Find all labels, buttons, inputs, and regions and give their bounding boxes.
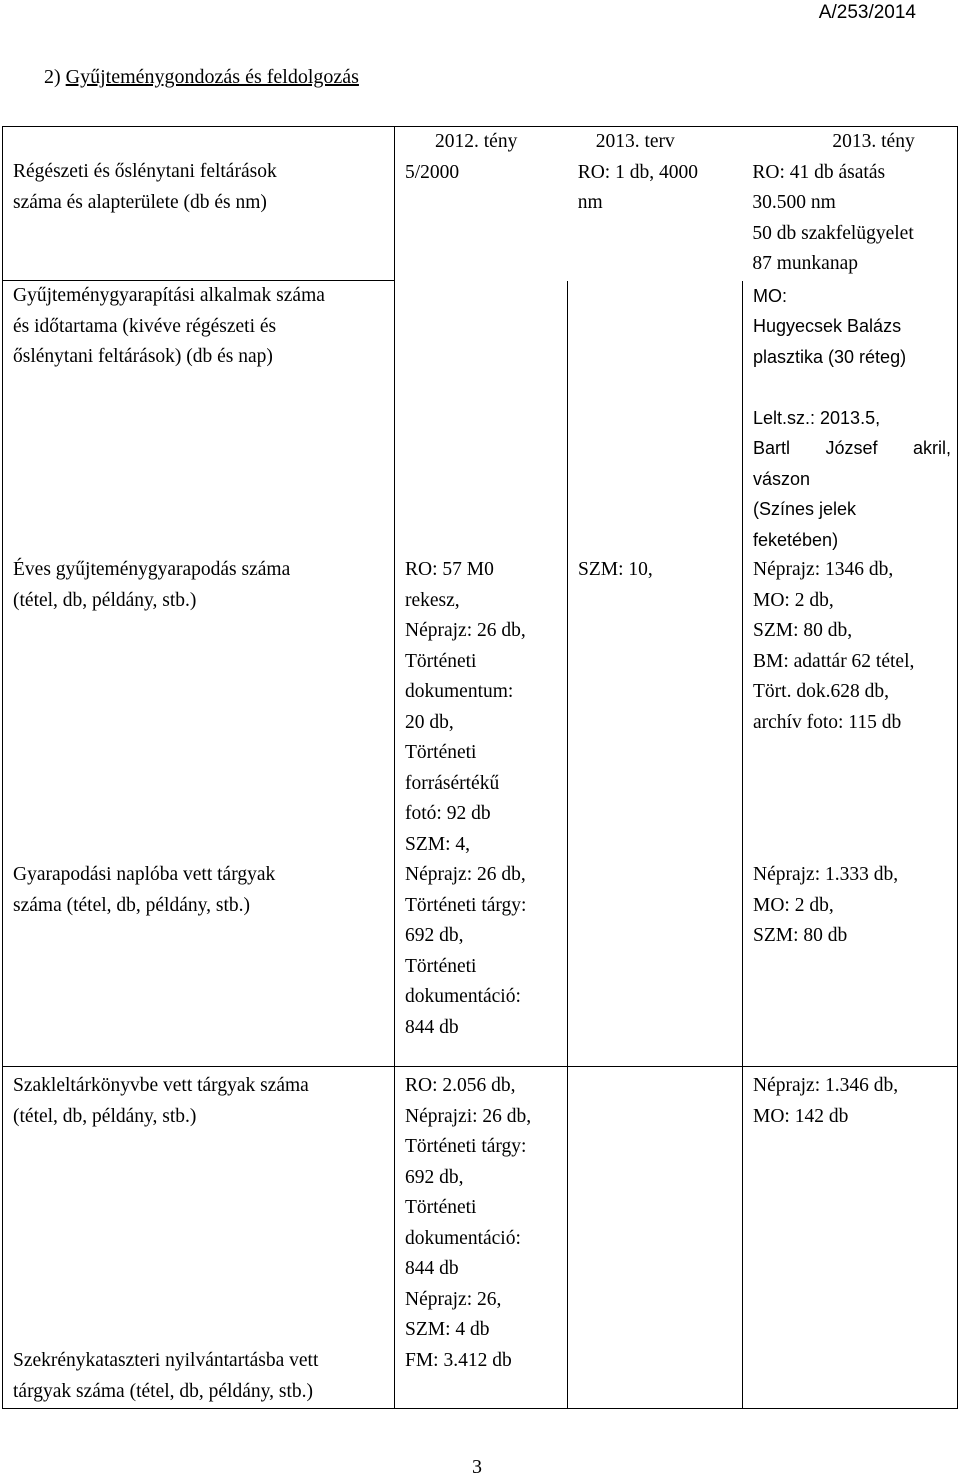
col-2012: 2012. tény 5/2000 <box>395 127 568 280</box>
table-row-cabinet-cadastre <box>3 1346 958 1409</box>
row-label: Gyűjteménygyarapítási alkalmak száma és időtartama (kivéve régészeti és őslénytani feltárások) (db és nap) <box>3 281 395 556</box>
cell-empty <box>568 1346 743 1409</box>
cell-2012: RO: 2.056 db, Néprajzi: 26 db, Történeti tárgy: 692 db, Történeti dokumentáció: 844 db Néprajz: 26, SZM: 4 db <box>395 1067 568 1347</box>
cell-2012: FM: 3.412 db <box>395 1346 568 1409</box>
table-row-annual-growth <box>3 555 958 860</box>
table-row-excavations <box>3 127 958 281</box>
cell-2012: RO: 57 M0 rekesz, Néprajz: 26 db, Történeti dokumentum: 20 db, Történeti forrásértékű fotó: 92 db SZM: 4, <box>395 555 568 860</box>
word: akril, <box>912 438 951 458</box>
row-label: Szekrénykataszteri nyilvántartásba vett tárgyak száma (tétel, db, példány, stb.) <box>3 1346 395 1409</box>
word: Bartl <box>753 438 791 458</box>
word: József <box>825 438 878 458</box>
cell-empty <box>743 1346 958 1409</box>
section-number: 2) <box>44 66 61 88</box>
cell-2013-fact: MO: Hugyecsek Balázs plasztika (30 réteg) Lelt.sz.: 2013.5, Bartl József akril, vászon (Színes jelek feketében) <box>743 281 958 556</box>
section-title: Gyűjteménygondozás és feldolgozás <box>65 66 359 88</box>
spacer <box>753 372 951 403</box>
cell-2013-fact: Néprajz: 1.333 db, MO: 2 db, SZM: 80 db <box>743 860 958 1067</box>
table-row-acquisition-occasions <box>3 281 958 556</box>
year-header-2013-fact: 2013. tény <box>832 131 915 152</box>
year-header-2013-plan: 2013. terv <box>595 131 675 152</box>
row-label: Szakleltárkönyvbe vett tárgyak száma (tétel, db, példány, stb.) <box>3 1067 395 1347</box>
col-2013-plan: 2013. terv RO: 1 db, 4000 nm <box>568 127 743 280</box>
cell-empty <box>568 1067 743 1347</box>
cell-2013-fact: Néprajz: 1346 db, MO: 2 db, SZM: 80 db, BM: adattár 62 tétel, Tört. dok.628 db, archív foto: 115 db <box>743 555 958 860</box>
cell-2013-plan: SZM: 10, <box>568 555 743 860</box>
row-label: Gyarapodási naplóba vett tárgyak száma (tétel, db, példány, stb.) <box>3 860 395 1067</box>
line-justified <box>753 433 951 464</box>
table-row-acquisition-log <box>3 860 958 1067</box>
cell-2013-fact: Néprajz: 1.346 db, MO: 142 db <box>743 1067 958 1347</box>
page-number: 3 <box>472 1456 482 1478</box>
row-label: Éves gyűjteménygyarapodás száma (tétel, db, példány, stb.) <box>3 555 395 860</box>
col-2013-fact: 2013. tény RO: 41 db ásatás 30.500 nm 50 db szakfelügyelet 87 munkanap <box>742 127 957 280</box>
cell-empty <box>395 281 568 556</box>
section-heading <box>44 66 359 89</box>
cell-empty <box>568 281 743 556</box>
year-columns-block <box>395 127 958 281</box>
collection-table <box>2 126 958 1409</box>
table-row-inventory-book <box>3 1067 958 1347</box>
row-label: Régészeti és őslénytani feltárások száma és alapterülete (db és nm) <box>3 127 395 281</box>
year-header-2012: 2012. tény <box>435 131 518 152</box>
cell-2012: Néprajz: 26 db, Történeti tárgy: 692 db, Történeti dokumentáció: 844 db <box>395 860 568 1067</box>
cell-empty <box>568 860 743 1067</box>
document-reference: A/253/2014 <box>818 2 916 23</box>
